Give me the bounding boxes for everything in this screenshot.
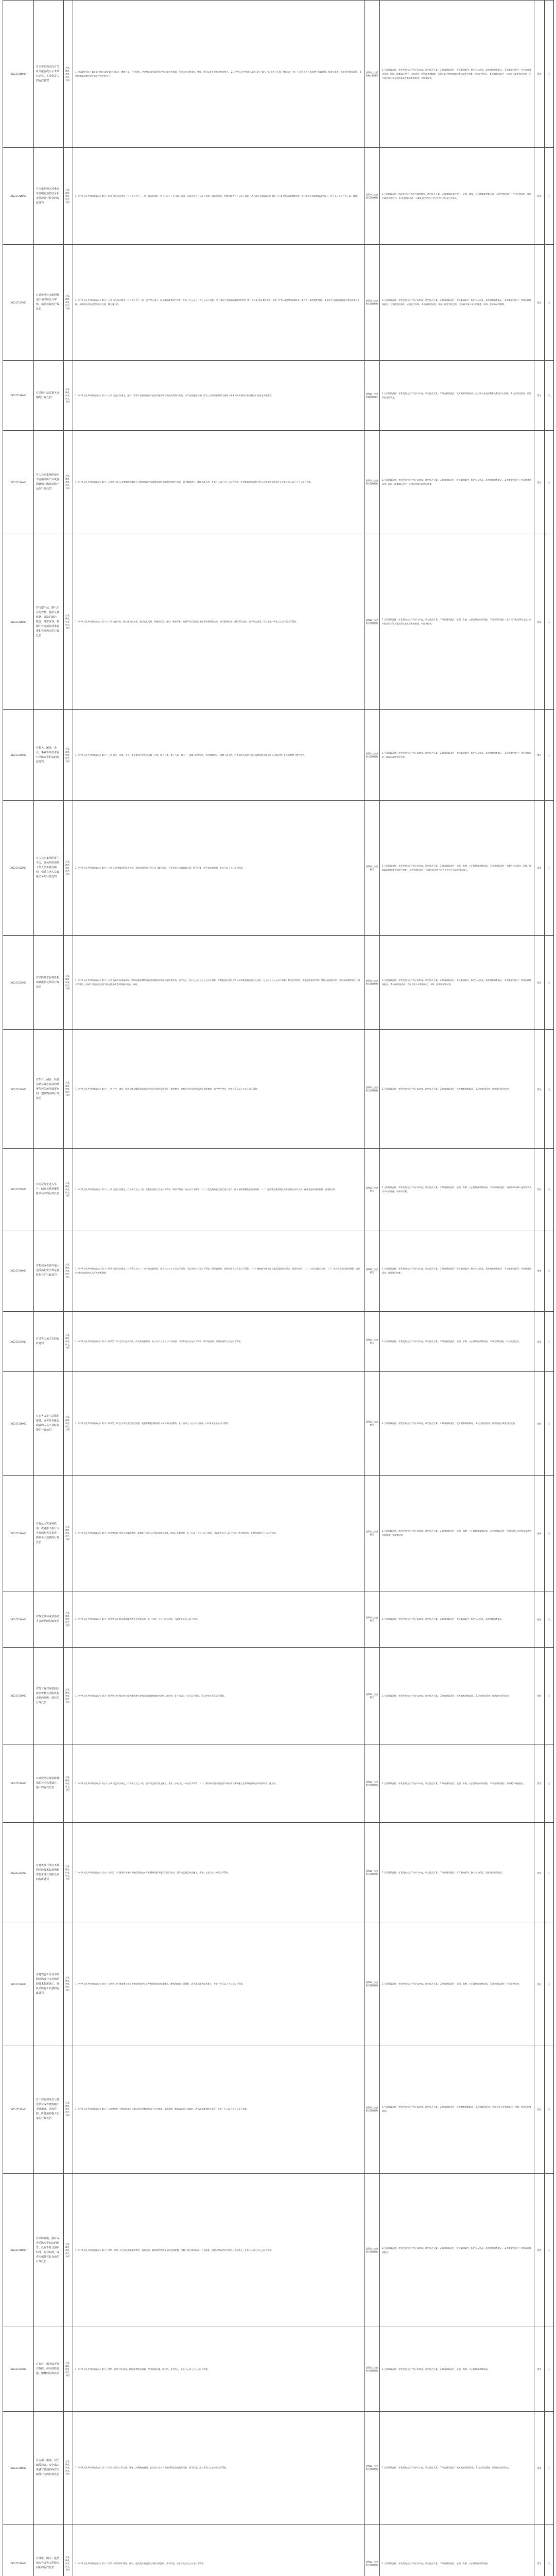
item-code: 330217218000 bbox=[3, 361, 34, 431]
item-note: 无 bbox=[545, 148, 554, 245]
item-name: 对消防设施、器材或者消防安全标志的配置、设置不符合国家标准、行业标准，或者未保持完好有效的行政处罚 bbox=[34, 2174, 64, 2327]
item-name: 对未按照规定向有关机关报告或公示本单位名称、主要负责人的行政处罚 bbox=[34, 1, 64, 148]
item-legal-basis: 1.《中华人民共和国消防法》第六十四条 违反本法规定，有下列行为之一，尚不构成犯罪的，处十日以上十五日以下拘留，可以并处五百元以下罚款；情节较轻的，处警告或者五百元以下罚款。 2.《浙江省消防条例》第五十二条 违反本条例规定的，由公安机关消防机构责令改正，处五千元以上五万元以下罚款。 bbox=[73, 148, 364, 245]
item-penalty-type: 拘留 bbox=[534, 801, 545, 936]
item-name: 对占用、堵塞、封闭疏散通道、安全出口或者有其他妨碍安全疏散行为的行政处罚 bbox=[34, 2412, 64, 2524]
item-note: 无 bbox=[545, 1744, 554, 1823]
item-name: 对人员密集场所使用不合格消防产品或者国家明令淘汰消防产品的行政处罚 bbox=[34, 431, 64, 534]
item-responsibility: 1.立案阶段责任：对发现的违法行为予以审查，决定是否立案。 2.调查阶段责任：全面、客观、公正地调查收集证据。 3.告知阶段责任：告知当事人违法事实及其享有的陈述、申辩等权利。 bbox=[380, 1476, 534, 1591]
table-row bbox=[3, 534, 554, 710]
item-legal-basis: 1.《中华人民共和国消防法》第六十四条第六项 擅自拆封或者使用被公安机关消防机构查封的场所、部位的，处十日以上十五日以下拘留，可以并处五百元以下罚款。 bbox=[73, 1648, 364, 1744]
item-subject: 县级以上公安机关消防机构 bbox=[364, 1823, 380, 1923]
item-legal-basis: 1.《中华人民共和国消防法》第六十四条第四项 扰乱火灾现场秩序，或者拒不执行火灾现场指挥员指挥，影响灭火救援的，处十日以上十五日以下拘留，可以并处五百元以下罚款；情节较轻的，处警告或者五百元以下罚款。 bbox=[73, 1476, 364, 1591]
item-legal-basis: 1.《中华人民共和国消防法》第六十五条第二款 人员密集场所使用不合格的消防产品或者国家明令淘汰的消防产品的，责令限期改正；逾期不改正的，处五千元以上五万元以下罚款，并对其直接负责的主管人员和其他直接责任人员处五百元以上二千元以下罚款。 bbox=[73, 431, 364, 534]
item-code: 330217238000 bbox=[3, 2412, 34, 2524]
item-code: 330217229000 bbox=[3, 1476, 34, 1591]
item-responsibility: 1.立案阶段责任：对发现的违法行为予以审查，决定是否立案。 2.调查阶段责任：对立案的案件，指定专人负责，及时组织调查取证。 3.审查阶段责任：审查案件调查报告。 4.告知阶段责任：告知当事人享有的陈述、申辩、要求听证等权利。 bbox=[380, 936, 534, 1030]
table-row bbox=[3, 2045, 554, 2174]
item-penalty-type: 罚款 bbox=[534, 431, 545, 534]
item-penalty-type: 罚款 bbox=[534, 2174, 545, 2327]
item-code: 330217215000 bbox=[3, 1, 34, 148]
item-process: 立案、调查、审查、决定、执行 bbox=[64, 1312, 73, 1372]
duty-list-table bbox=[3, 0, 554, 2576]
item-note: 无 bbox=[545, 1312, 554, 1372]
table-row bbox=[3, 936, 554, 1030]
item-name: 对建设单位要求降低消防技术标准设计、施工的行政处罚 bbox=[34, 1744, 64, 1823]
item-legal-basis: 1.《行政处罚法》第五条 实施行政处罚应当依法，遵循公正、公开原则。设定和实施行政处罚必须以事实为依据，与违法行为的事实、性质、情节以及社会危害程度相当。 2.《中华人民共和国行政许可法》第八十条 被许可人有下列行为之一的，行政机关应当依法给予行政处罚；构成犯罪的，依法追究刑事责任。 3.其他违反法律法规规章文件规定的行为。 bbox=[73, 1, 364, 148]
item-process: 立案、调查、审查、决定、执行 bbox=[64, 245, 73, 361]
item-legal-basis: 1.《中华人民共和国消防法》第五十八条 违反本法规定，有下列行为之一的，责令停止施工、停止使用或者停产停业，并处三万元以上三十万元以下罚款。 2.《建设工程消防监督管理规定》第三十九条 违反本规定的，依照《中华人民共和国消防法》第五十八条的规定处罚。 3.依法应当进行消防设计审核的建设工程，未经依法审核或者审核不合格，擅自施工的。 bbox=[73, 245, 364, 361]
item-note: 无 bbox=[545, 1030, 554, 1149]
item-responsibility: 1.立案阶段责任：对发现的违法行为予以审查，决定是否立案。 2.调查阶段责任：全面、客观、公正地调查收集证据。 3.决定阶段责任：作出处理决定。 bbox=[380, 1312, 534, 1372]
item-name: 对消防技术服务机构出具虚假文件的行政处罚 bbox=[34, 936, 64, 1030]
item-subject: 县级以上公安机关消防机构 bbox=[364, 1923, 380, 2045]
item-responsibility: 1.立案阶段责任：对发现的违法行为予以审查，决定是否立案。 2.调查阶段责任：全面、客观、公正地调查收集证据。 3.决定阶段责任：作出处理决定。 bbox=[380, 1923, 534, 2045]
item-responsibility: 1.立案阶段责任：对发现的违法行为予以审查，决定是否立案。 2.调查阶段责任：全面、客观、公正地调查收集证据。 bbox=[380, 2327, 534, 2412]
item-legal-basis: 1.《中华人民共和国消防法》第六十八条 人员密集场所发生火灾，该场所的现场工作人员不履行组织、引导在场人员疏散的义务，情节严重，尚不构成犯罪的，处五日以上十日以下拘留。 bbox=[73, 801, 364, 936]
item-name: 对过失引起火灾的行政处罚 bbox=[34, 1312, 64, 1372]
item-code: 330217219000 bbox=[3, 431, 34, 534]
item-subject: 县级以上公安机关 bbox=[364, 1372, 380, 1476]
item-note: 无 bbox=[545, 534, 554, 710]
item-code: 330217222000 bbox=[3, 801, 34, 936]
item-name: 对工程监理单位与建设单位或者建筑施工企业串通，弄虚作假，降低消防施工质量的行政处罚 bbox=[34, 2045, 64, 2174]
item-name: 对建筑施工企业不按照消防设计文件和消防技术标准施工，降低消防施工质量的行政处罚 bbox=[34, 1923, 64, 2045]
item-code: 330217236000 bbox=[3, 2174, 34, 2327]
table-row bbox=[3, 1591, 554, 1648]
item-responsibility: 1.立案阶段责任：对发现的违法行为予以审查，决定是否立案。 2.调查阶段责任：对立案的案件，指定专人负责，及时组织调查取证。 3.审查阶段责任：应对案件违法事实、证据、调查取证程序、法律适用、处罚种类和幅度、当事人陈述和申辩理由等方面进行审查，提出处理意见。 4.告知阶段责任：在作出行政处罚决定前，应书面告知当事人违法事实及其享有的陈述、申辩等权利。 bbox=[380, 1, 534, 148]
item-process: 立案、调查、审查、决定、执行 bbox=[64, 1591, 73, 1648]
item-note: 无 bbox=[545, 801, 554, 936]
item-code: 330217216000 bbox=[3, 148, 34, 245]
item-code: 330217224000 bbox=[3, 1030, 34, 1149]
item-subject: 县级以上公安机关 bbox=[364, 801, 380, 936]
item-responsibility: 1.立案阶段责任：对发现的违法行为予以审查，决定是否立案。 2.调查阶段责任：对立案的案件，指定专人负责，及时组织调查取证。 3.审查阶段责任：对案件违法事实、证据、调查取证程序、法律适用等方面进行审查。 bbox=[380, 431, 534, 534]
item-name: 对机关、团体、企业、事业等单位未履行消防安全职责的行政处罚 bbox=[34, 710, 64, 801]
item-penalty-type: 罚款 bbox=[534, 1030, 545, 1149]
item-subject: 县级以上公安机关 bbox=[364, 1648, 380, 1744]
table-row bbox=[3, 1744, 554, 1823]
item-penalty-type: 罚款 bbox=[534, 936, 545, 1030]
item-code: 330217237000 bbox=[3, 2327, 34, 2412]
item-penalty-type: 罚款 bbox=[534, 2045, 545, 2174]
item-penalty-type: 罚款 bbox=[534, 1923, 545, 2045]
table-row bbox=[3, 361, 554, 431]
item-subject: 县级以上人民政府主管部门 bbox=[364, 1, 380, 148]
item-process: 立案、调查、审查、决定、执行 bbox=[64, 1648, 73, 1744]
item-legal-basis: 1.《中华人民共和国消防法》第六十条第一款第四项 埋压、圈占、遮挡消火栓或者占用防火间距的，责令改正，处五千元以上五万元以下罚款。 bbox=[73, 2524, 364, 2576]
item-process: 立案、调查、审查、决定、执行 bbox=[64, 361, 73, 431]
item-responsibility: 1.立案阶段责任：对发现的违法行为予以审查，决定是否立案。 2.调查阶段责任：对立案的案件，指定专人负责，及时组织调查取证。 bbox=[380, 1823, 534, 1923]
table-row bbox=[3, 1, 554, 148]
item-subject: 县级以上公安机关消防机构 bbox=[364, 2174, 380, 2327]
item-note: 无 bbox=[545, 2174, 554, 2327]
item-subject: 县级以上公安机关 bbox=[364, 1149, 380, 1230]
item-responsibility: 1.立案阶段责任：对发现的违法行为予以审查，决定是否立案。 2.调查阶段责任：及时组织调查取证。 3.决定阶段责任：依法作出处罚决定。 bbox=[380, 1648, 534, 1744]
item-code: 330217231000 bbox=[3, 1648, 34, 1744]
item-penalty-type: 罚款 bbox=[534, 2412, 545, 2524]
item-process: 立案、调查、审查、决定、执行 bbox=[64, 2524, 73, 2576]
item-penalty-type: 罚款 bbox=[534, 2327, 545, 2412]
table-row bbox=[3, 1923, 554, 2045]
item-subject: 县级以上公安机关消防机构 bbox=[364, 431, 380, 534]
item-process: 立案、调查、审查、决定、执行 bbox=[64, 534, 73, 710]
item-note: 无 bbox=[545, 1476, 554, 1591]
item-code: 330217239000 bbox=[3, 2524, 34, 2576]
item-process: 立案、调查、审查、决定、执行 bbox=[64, 1149, 73, 1230]
item-process: 立案、调查、审查、决定、执行 bbox=[64, 936, 73, 1030]
item-penalty-type: 罚款 bbox=[534, 148, 545, 245]
item-code: 330217233000 bbox=[3, 1823, 34, 1923]
item-note: 无 bbox=[545, 431, 554, 534]
table-row bbox=[3, 1230, 554, 1312]
item-legal-basis: 1.《中华人民共和国消防法》第六十六条 电器产品、燃气用具的安装、使用及其线路、管路的设计、敷设、维护保养、检测不符合消防技术标准和管理规定的，责令限期改正；逾期不改正的，责令停止使用，可以并处一千元以上五千元以下罚款。 bbox=[73, 534, 364, 710]
item-legal-basis: 1.《中华人民共和国消防法》第六十四条第二项 过失引起火灾的，尚不构成犯罪的，处十日以上十五日以下拘留，可以并处五百元以下罚款；情节较轻的，处警告或者五百元以下罚款。 bbox=[73, 1312, 364, 1372]
item-responsibility: 1.立案阶段责任：对发现的违法行为予以审查，决定是否立案。 2.调查阶段责任：全面、客观、公正地调查收集证据。 3.审查阶段责任：审查案件调查报告。 bbox=[380, 1744, 534, 1823]
item-name: 对生产、储存、经营易燃易爆危险品的场所与居住场所设置在同一建筑物内的行政处罚 bbox=[34, 1030, 64, 1149]
item-subject: 县级以上公安机关消防机构 bbox=[364, 534, 380, 710]
item-subject: 县级以上公安机关消防机构 bbox=[364, 148, 380, 245]
table-row bbox=[3, 245, 554, 361]
item-penalty-type: 拘留 bbox=[534, 1312, 545, 1372]
item-note: 无 bbox=[545, 2412, 554, 2524]
item-penalty-type: 罚款 bbox=[534, 534, 545, 710]
item-name: 对埋压、圈占、遮挡消火栓或者占用防火间距的行政处罚 bbox=[34, 2524, 64, 2576]
item-code: 330217228000 bbox=[3, 1372, 34, 1476]
item-note: 无 bbox=[545, 936, 554, 1030]
item-process: 立案、调查、审查、决定、执行 bbox=[64, 2327, 73, 2412]
item-subject: 县级以上公安机关 bbox=[364, 1312, 380, 1372]
item-note: 无 bbox=[545, 1648, 554, 1744]
item-process: 立案、调查、审查、决定、执行 bbox=[64, 148, 73, 245]
item-subject: 县级以上公安机关消防机构 bbox=[364, 2412, 380, 2524]
item-name: 对故意破坏或者伪造火灾现场的行政处罚 bbox=[34, 1591, 64, 1648]
item-note: 无 bbox=[545, 2524, 554, 2576]
item-responsibility: 1.立案阶段责任：对发现的违法行为予以审查，决定是否立案。 2.调查阶段责任：及时组织调查取证。 3.决定阶段责任：依法作出处罚决定。 bbox=[380, 2412, 534, 2524]
item-subject: 县级以上公安机关消防机构 bbox=[364, 245, 380, 361]
item-responsibility: 1.立案阶段责任：对发现的违法行为予以审查，决定是否立案。 2.调查阶段责任：对立案的案件，指定专人负责，及时组织调查取证。 3.审查阶段责任：审查案件调查报告。 bbox=[380, 2174, 534, 2327]
item-responsibility: 1.立案阶段责任：对发现的违法行为予以审查，决定是否立案。 2.调查阶段责任：全面、客观、公正地调查收集证据。 3.告知阶段责任：书面告知当事人违法事实及其享有的陈述、申辩等权利。 bbox=[380, 1149, 534, 1230]
item-subject: 县级以上公安机关消防机构 bbox=[364, 710, 380, 801]
item-subject: 县级以上公安机关消防机构 bbox=[364, 2045, 380, 2174]
item-legal-basis: 1.《中华人民共和国消防法》第六十一条 生产、储存、经营易燃易爆危险品的场所与居住场所设置在同一建筑物内，或者未与居住场所保持安全距离的，责令停产停业，并处五千元以上五万元以下罚款。 bbox=[73, 1030, 364, 1149]
table-row bbox=[3, 1372, 554, 1476]
item-code: 330217230000 bbox=[3, 1591, 34, 1648]
item-process: 立案、调查、审查、决定、执行 bbox=[64, 801, 73, 936]
item-legal-basis: 1.《中华人民共和国消防法》第六十四条第三项 在火灾发生后阻拦报警，或者负有报告职责的人员不及时报警的，处十日以上十五日以下拘留，可以并处五百元以下罚款。 bbox=[73, 1372, 364, 1476]
item-penalty-type: 罚款 bbox=[534, 1744, 545, 1823]
item-legal-basis: 1.《中华人民共和国消防法》第五十九条第三项 建筑施工企业不按照消防设计文件和消防技术标准施工，降低消防施工质量的，责令改正或者停止施工，并处一万元以上十万元以下罚款。 bbox=[73, 1923, 364, 2045]
table-row bbox=[3, 148, 554, 245]
table-row bbox=[3, 801, 554, 936]
item-name: 对扰乱火灾现场秩序，或者拒不执行火灾现场指挥员指挥，影响灭火救援的行政处罚 bbox=[34, 1476, 64, 1591]
item-note: 无 bbox=[545, 361, 554, 431]
item-subject: 县级以上公安机关 bbox=[364, 1230, 380, 1312]
table-row bbox=[3, 2174, 554, 2327]
item-code: 330217225000 bbox=[3, 1149, 34, 1230]
item-process: 立案、调查、审查、决定、执行 bbox=[64, 2412, 73, 2524]
item-name: 对违反规定进入生产、储存易燃易爆危险品场所的行政处罚 bbox=[34, 1149, 64, 1230]
item-process: 立案、调查、审查、决定、执行 bbox=[64, 1372, 73, 1476]
item-subject: 县级以上公安机关消防机构 bbox=[364, 1744, 380, 1823]
item-penalty-type: 罚款 bbox=[534, 1, 545, 148]
table-row bbox=[3, 1823, 554, 1923]
table-row bbox=[3, 1648, 554, 1744]
item-process: 立案、调查、审查、决定、执行 bbox=[64, 1, 73, 148]
item-code: 330217235000 bbox=[3, 2045, 34, 2174]
item-legal-basis: 1.《中华人民共和国消防法》第五十九条第四项 工程监理单位与建设单位或者建筑施工企业串通，弄虚作假，降低消防施工质量的，责令改正或者停止施工，并处一万元以上十万元以下罚款。 bbox=[73, 2045, 364, 2174]
table-row bbox=[3, 431, 554, 534]
item-legal-basis: 1.《中华人民共和国消防法》第六十条第一款第三项 占用、堵塞、封闭疏散通道、安全出口或者有其他妨碍安全疏散行为的，责令改正，处五千元以上五万元以下罚款。 bbox=[73, 2412, 364, 2524]
table-body bbox=[3, 1, 554, 2576]
item-subject: 县级以上公安机关 bbox=[364, 1476, 380, 1591]
item-responsibility: 1.立案阶段责任：对发现的违法行为予以审查，决定是否立案。 2.调查阶段责任：对立案的案件，指定专人负责，及时组织调查取证。 3.审查阶段责任：对案件违法事实、证据进行审查。 bbox=[380, 1230, 534, 1312]
item-subject: 县级以上公安机关 bbox=[364, 1591, 380, 1648]
item-process: 立案、调查、审查、决定、执行 bbox=[64, 1823, 73, 1923]
item-responsibility: 1.立案阶段责任：对发现的违法行为予以审查，决定是否立案。 2.调查阶段责任：及时组织调查取证。 3.决定阶段责任：依法作出处罚决定。 bbox=[380, 1030, 534, 1149]
item-process: 立案、调查、审查、决定、执行 bbox=[64, 710, 73, 801]
item-subject: 县级以上公安机关消防机构 bbox=[364, 1030, 380, 1149]
item-legal-basis: 1.《中华人民共和国消防法》第六十九条 消防产品质量认证、消防设施检测等消防技术服务机构出具虚假文件的，责令改正，处五万元以上十万元以下罚款，并对直接负责的主管人员和其他直接责任人员处一万元以上五万元以下罚款；有违法所得的，并处没收违法所得；给他人造成损失的，依法承担赔偿责任；情节严重的，由原许可机关依法责令停止执业或者吊销相应资质、资格。 bbox=[73, 936, 364, 1030]
item-code: 330217223000 bbox=[3, 936, 34, 1030]
item-note: 无 bbox=[545, 1, 554, 148]
table-row bbox=[3, 1476, 554, 1591]
item-responsibility: 1.立案阶段责任：对发现的违法行为予以审查，决定是否立案。 2.调查阶段责任：及时组织调查取证。 3.告知阶段责任：告知当事人享有的陈述、申辩、要求听证等权利。 bbox=[380, 2045, 534, 2174]
item-penalty-type: 拘留 bbox=[534, 1476, 545, 1591]
item-name: 对人员密集场所发生火灾，该场所的现场工作人员不履行组织、引导在场人员疏散义务的行政处罚 bbox=[34, 801, 64, 936]
item-note: 无 bbox=[545, 1923, 554, 2045]
item-code: 330217227000 bbox=[3, 1312, 34, 1372]
item-penalty-type: 罚款 bbox=[534, 245, 545, 361]
item-responsibility: 1.立案阶段责任：对发现的违法行为予以审查，决定是否立案。 2.调查阶段责任：全面、客观、公正地调查收集证据。 3.告知阶段责任：在作出行政处罚决定前，应书面告知当事人违法事实及其享有的陈述、申辩等权利。 bbox=[380, 534, 534, 710]
item-name: 对建设单位未依照规定申请消防设计审核、消防验收的行政处罚 bbox=[34, 245, 64, 361]
item-legal-basis: 1.《中华人民共和国消防法》第六十条第一款第一项 单位违反本法规定，消防设施、器材或者消防安全标志的配置、设置不符合国家标准、行业标准，或者未保持完好有效的，责令改正，处五千元以上五万元以下罚款。 bbox=[73, 2174, 364, 2327]
item-name: 对消防产品质量不合格的行政处罚 bbox=[34, 361, 64, 431]
table-row bbox=[3, 1312, 554, 1372]
item-responsibility: 1.立案阶段责任：对发现的违法行为予以审查，决定是否立案。 2.调查阶段责任：及时组织调查取证。 3.送达阶段责任：依法送达行政处罚决定书。 bbox=[380, 1372, 534, 1476]
item-code: 330217226000 bbox=[3, 1230, 34, 1312]
item-process: 立案、调查、审查、决定、执行 bbox=[64, 1476, 73, 1591]
item-responsibility: 1.立案阶段责任：对发现的违法行为予以审查，决定是否立案。 2.调查阶段责任：对立案的案件，指定专人负责，及时组织调查取证。 3.决定阶段责任：作出处理决定，制作行政处罚决定书。 bbox=[380, 710, 534, 801]
item-responsibility: 1.立案阶段责任：对发现的违法行为予以审查，决定是否立案。 2.调查阶段责任：对立案的案件，指定专人负责，及时组织调查取证。 3.审查阶段责任：审查案件调查报告，对案件违法事实、证据进行审核。 4.告知阶段责任：作出行政处罚决定前，应告知当事人享有的陈述、申辩、要求听证等权利。 bbox=[380, 245, 534, 361]
item-legal-basis: 1.《中华人民共和国消防法》第六十四条第五项 故意破坏或者伪造火灾现场的，处十日以上十五日以下拘留，可以并处五百元以下罚款。 bbox=[73, 1591, 364, 1648]
item-name: 对建筑设计单位不按照消防技术标准强制性要求进行消防设计的行政处罚 bbox=[34, 1823, 64, 1923]
item-penalty-type: 罚款 bbox=[534, 1149, 545, 1230]
table-row bbox=[3, 1030, 554, 1149]
item-responsibility: 1.立案阶段责任：对发现的违法行为予以审查，决定是否立案。 2.调查阶段责任：全面、客观、公正地调查收集证据。 bbox=[380, 2524, 534, 2576]
item-note: 无 bbox=[545, 1591, 554, 1648]
item-legal-basis: 1.《中华人民共和国消防法》第六十七条 机关、团体、企业、事业等单位违反本法第十六条、第十七条、第十八条、第二十一条第二款规定的，责令限期改正；逾期不改正的，对其直接负责的主管人员和其他直接责任人员依法给予处分或者给予警告处罚。 bbox=[73, 710, 364, 801]
item-code: 330217220000 bbox=[3, 534, 34, 710]
item-code: 330217232000 bbox=[3, 1744, 34, 1823]
item-name: 对指使或者强令他人违反消防安全规定冒险作业的行政处罚 bbox=[34, 1230, 64, 1312]
item-subject: 县级以上公安机关消防机构 bbox=[364, 2327, 380, 2412]
table-row bbox=[3, 710, 554, 801]
item-name: 对损坏、挪用或者擅自拆除、停用消防设施、器材的行政处罚 bbox=[34, 2327, 64, 2412]
item-note: 无 bbox=[545, 245, 554, 361]
item-penalty-type: 罚款 bbox=[534, 2524, 545, 2576]
item-process: 立案、调查、审查、决定、执行 bbox=[64, 1230, 73, 1312]
item-responsibility: 1.立案阶段责任：对发现的违法行为予以审查，决定是否立案。 2.调查阶段责任：及时组织调查取证，与当事人有直接利害关系的应当回避。 3.决定阶段责任：依法作出处罚决定。 bbox=[380, 361, 534, 431]
table-row bbox=[3, 2524, 554, 2576]
item-note: 无 bbox=[545, 1823, 554, 1923]
item-note: 无 bbox=[545, 2327, 554, 2412]
item-note: 无 bbox=[545, 1230, 554, 1312]
item-name: 对擅自拆封或者使用被公安机关消防机构查封的场所、部位的行政处罚 bbox=[34, 1648, 64, 1744]
item-note: 无 bbox=[545, 710, 554, 801]
item-code: 330217217000 bbox=[3, 245, 34, 361]
item-process: 立案、调查、审查、决定、执行 bbox=[64, 2174, 73, 2327]
item-legal-basis: 1.《中华人民共和国消防法》第五十九条第二项 建筑设计单位不按照消防技术标准强制性要求进行消防设计的，责令改正或者停止施工，并处一万元以上十万元以下罚款。 bbox=[73, 1823, 364, 1923]
item-note: 无 bbox=[545, 1149, 554, 1230]
item-legal-basis: 1.《中华人民共和国消防法》第六十四条 违反本法规定，有下列行为之一，尚不构成犯罪的，处十日以上十五日以下拘留，可以并处五百元以下罚款；情节较轻的，处警告或者五百元以下罚款：（一）指使或者强令他人违反消防安全规定，冒险作业的；（二）过失引起火灾的；（三）在火灾发生后阻拦报警，或者负有报告职责的人员不及时报警的。 bbox=[73, 1230, 364, 1312]
item-subject: 县级以上公安机关消防机构 bbox=[364, 2524, 380, 2576]
item-penalty-type: 拘留 bbox=[534, 1230, 545, 1312]
table-row bbox=[3, 1149, 554, 1230]
item-process: 立案、调查、审查、决定、执行 bbox=[64, 2045, 73, 2174]
table-row bbox=[3, 2412, 554, 2524]
item-penalty-type: 罚款 bbox=[534, 361, 545, 431]
item-penalty-type: 拘留 bbox=[534, 1372, 545, 1476]
item-penalty-type: 拘留 bbox=[534, 1648, 545, 1744]
item-responsibility: 1.立案阶段责任：对发现的违法行为予以审查，决定是否立案。 2.调查阶段责任：对立案的案件，指定专人负责，及时组织调查取证。 bbox=[380, 1591, 534, 1648]
item-note: 无 bbox=[545, 1372, 554, 1476]
item-subject: 县级以上产品质量监督部门 bbox=[364, 361, 380, 431]
item-penalty-type: 拘留 bbox=[534, 1591, 545, 1648]
table-row bbox=[3, 2327, 554, 2412]
item-note: 无 bbox=[545, 2045, 554, 2174]
item-code: 330217221000 bbox=[3, 710, 34, 801]
item-code: 330217234000 bbox=[3, 1923, 34, 2045]
item-penalty-type: 警告 bbox=[534, 710, 545, 801]
item-process: 立案、调查、审查、决定、执行 bbox=[64, 1923, 73, 2045]
item-subject: 县级以上公安机关消防机构 bbox=[364, 936, 380, 1030]
item-legal-basis: 1.《中华人民共和国消防法》第六十条第一款第二项 损坏、挪用或者擅自拆除、停用消防设施、器材的，责令改正，处五千元以上五万元以下罚款。 bbox=[73, 2327, 364, 2412]
item-penalty-type: 罚款 bbox=[534, 1823, 545, 1923]
item-responsibility: 1.立案阶段责任：对发现的违法行为予以审查，决定是否立案。 2.调查阶段责任：全面、客观、公正地调查收集证据。 3.审查阶段责任：对案件违法事实、证据、调查取证程序等方面进行审查。 4.送达阶段责任：行政处罚决定书应当在宣告后当场交付当事人。 bbox=[380, 801, 534, 936]
item-name: 对电器产品、燃气用具的安装、使用及其线路、管路的设计、敷设、维护保养、检测不符合消防技术标准和管理规定的行政处罚 bbox=[34, 534, 64, 710]
item-name: 对在火灾发生后阻拦报警，或者负有报告职责的人员不及时报警的行政处罚 bbox=[34, 1372, 64, 1476]
item-legal-basis: 1.《中华人民共和国消防法》第五十九条 违反本法规定，有下列行为之一的，责令改正或者停止施工，并处一万元以上十万元以下罚款：（一）建设单位要求建筑设计单位或者建筑施工企业降低消防技术标准设计、施工的。 bbox=[73, 1744, 364, 1823]
item-process: 立案、调查、审查、决定、执行 bbox=[64, 1030, 73, 1149]
item-process: 立案、调查、审查、决定、执行 bbox=[64, 431, 73, 534]
item-legal-basis: 1.《中华人民共和国消防法》第六十三条 违反本法规定，有下列行为之一的，处警告或者五百元以下罚款；情节严重的，处五日以下拘留：（一）违反消防安全规定进入生产、储存易燃易爆危险品场所的；（二）违反规定使用明火作业或者在具有火灾、爆炸危险的场所吸烟、使用明火的。 bbox=[73, 1149, 364, 1230]
item-legal-basis: 1.《中华人民共和国消防法》第六十五条 违反本法规定，生产、销售不合格的消防产品或者国家明令淘汰的消防产品的，由产品质量监督部门或者工商行政管理部门依照《中华人民共和国产品质量法》的规定从重处罚。 bbox=[73, 361, 364, 431]
item-process: 立案、调查、审查、决定、执行 bbox=[64, 1744, 73, 1823]
item-name: 对未依照规定对重点单位履行消防安全职责情况进行检查的行政处罚 bbox=[34, 148, 64, 245]
item-responsibility: 1.立案阶段责任：依法对违法行为进行调查核实，决定是否立案。 2.调查取证阶段责任：全面、客观、公正地调查收集证据。 3.决定阶段责任：作出处理决定，制作行政处罚决定书。 4.送达阶段责任：行政处罚决定书应当在宣告后当场交付当事人。 bbox=[380, 148, 534, 245]
